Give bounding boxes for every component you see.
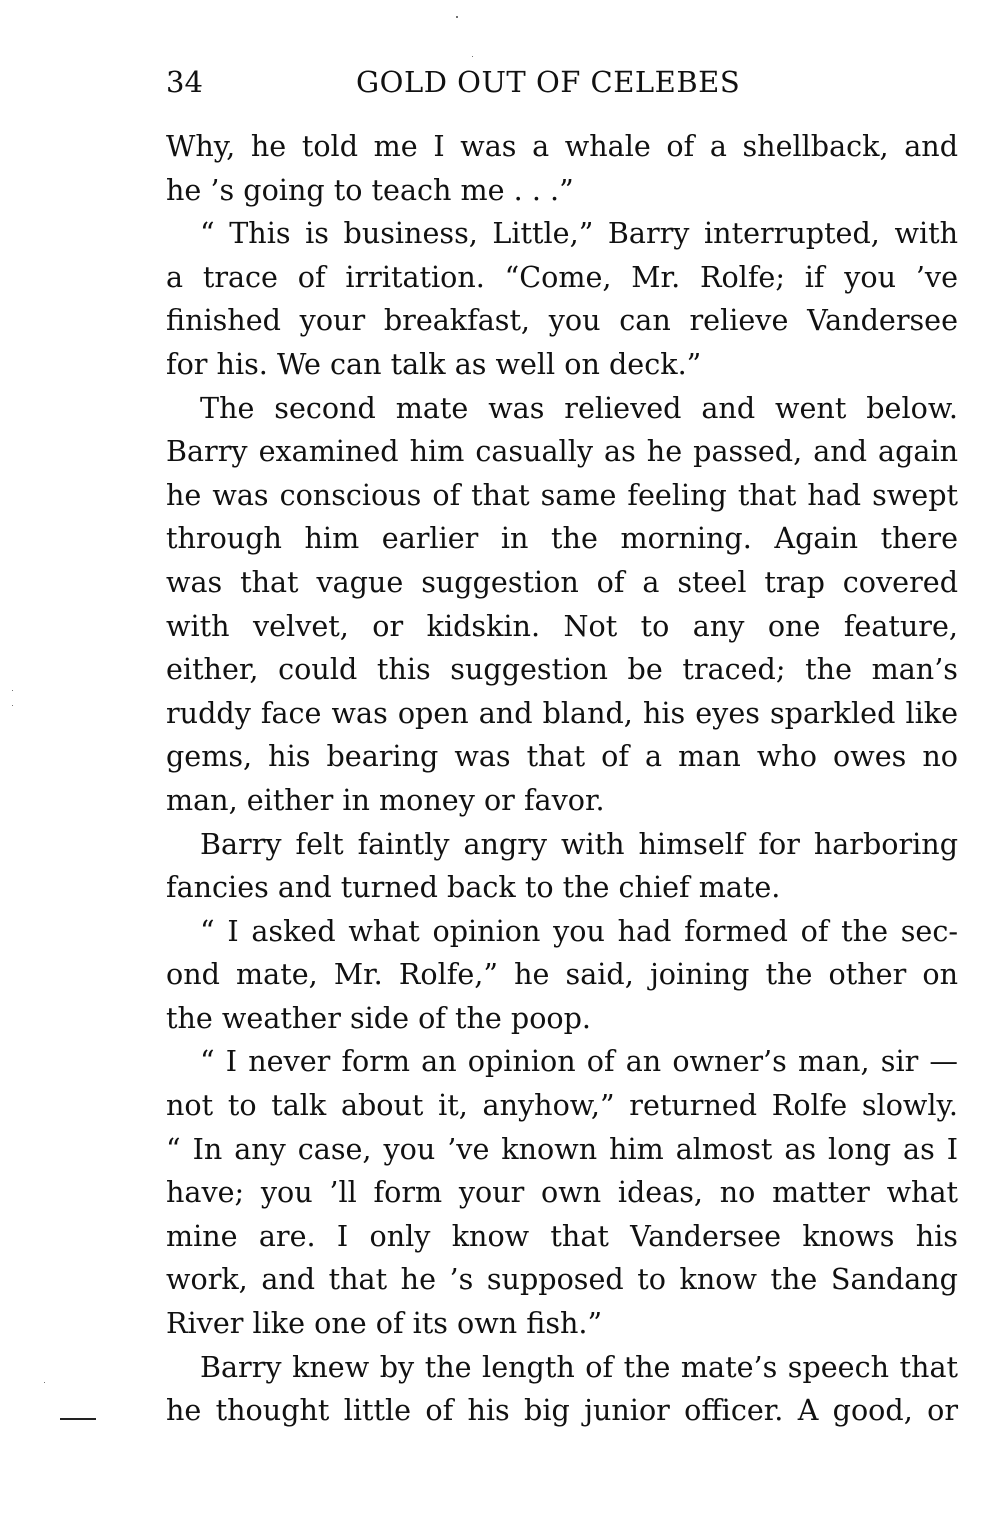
text-line: a trace of irritation. “Come, Mr. Rolfe; if you ’ve <box>166 259 958 294</box>
text-line: with velvet, or kidskin. Not to any one feature, <box>166 608 958 643</box>
text-line: Barry knew by the length of the mate’s speech that <box>200 1349 958 1384</box>
text-line: River like one of its own fish.” <box>166 1306 603 1341</box>
text-line: he ’s going to teach me . . .” <box>166 172 574 207</box>
text-line: “ In any case, you ’ve known him almost as long as I <box>166 1131 958 1166</box>
running-title: GOLD OUT OF CELEBES <box>356 65 741 99</box>
scan-speck <box>44 1382 45 1383</box>
scan-speck <box>472 56 473 57</box>
text-line: gems, his bearing was that of a man who owes no <box>166 739 958 774</box>
text-line: through him earlier in the morning. Again there <box>166 521 958 556</box>
running-head <box>166 60 956 104</box>
scan-speck <box>12 705 13 706</box>
scan-speck <box>456 16 458 18</box>
text-line: either, could this suggestion be traced; the man’s <box>166 652 958 687</box>
text-line: ruddy face was open and bland, his eyes sparkled like <box>166 695 958 730</box>
text-body <box>166 125 958 1433</box>
text-line: “ I asked what opinion you had formed of the sec- <box>200 913 958 948</box>
text-line: the weather side of the poop. <box>166 1000 592 1035</box>
page-number: 34 <box>166 65 203 99</box>
text-line: was that vague suggestion of a steel trap covered <box>166 564 958 599</box>
text-line: for his. We can talk as well on deck.” <box>166 346 702 381</box>
text-line: “ This is business, Little,” Barry interrupted, with <box>200 216 958 251</box>
text-line: Barry examined him casually as he passed, and again <box>166 434 958 469</box>
scan-speck <box>12 690 13 691</box>
text-line: mine are. I only know that Vandersee knows his <box>166 1218 958 1253</box>
text-line: fancies and turned back to the chief mate. <box>166 870 781 905</box>
text-line: ond mate, Mr. Rolfe,” he said, joining the other on <box>166 957 958 992</box>
text-line: work, and that he ’s supposed to know the Sandang <box>166 1262 958 1297</box>
text-line: “ I never form an opinion of an owner’s man, sir — <box>200 1044 958 1079</box>
text-line: man, either in money or favor. <box>166 782 605 817</box>
text-line: finished your breakfast, you can relieve Vandersee <box>166 303 958 338</box>
text-line: Why, he told me I was a whale of a shellback, and <box>166 129 958 163</box>
text-line: not to talk about it, anyhow,” returned Rolfe slowly. <box>166 1088 958 1123</box>
text-line: he thought little of his big junior officer. A good, or <box>166 1393 958 1428</box>
text-line: Barry felt faintly angry with himself for harboring <box>200 826 958 861</box>
margin-rule <box>60 1418 96 1420</box>
text-line: he was conscious of that same feeling that had swept <box>166 477 958 512</box>
text-line: The second mate was relieved and went below. <box>200 390 958 425</box>
text-line: have; you ’ll form your own ideas, no matter what <box>166 1175 958 1210</box>
